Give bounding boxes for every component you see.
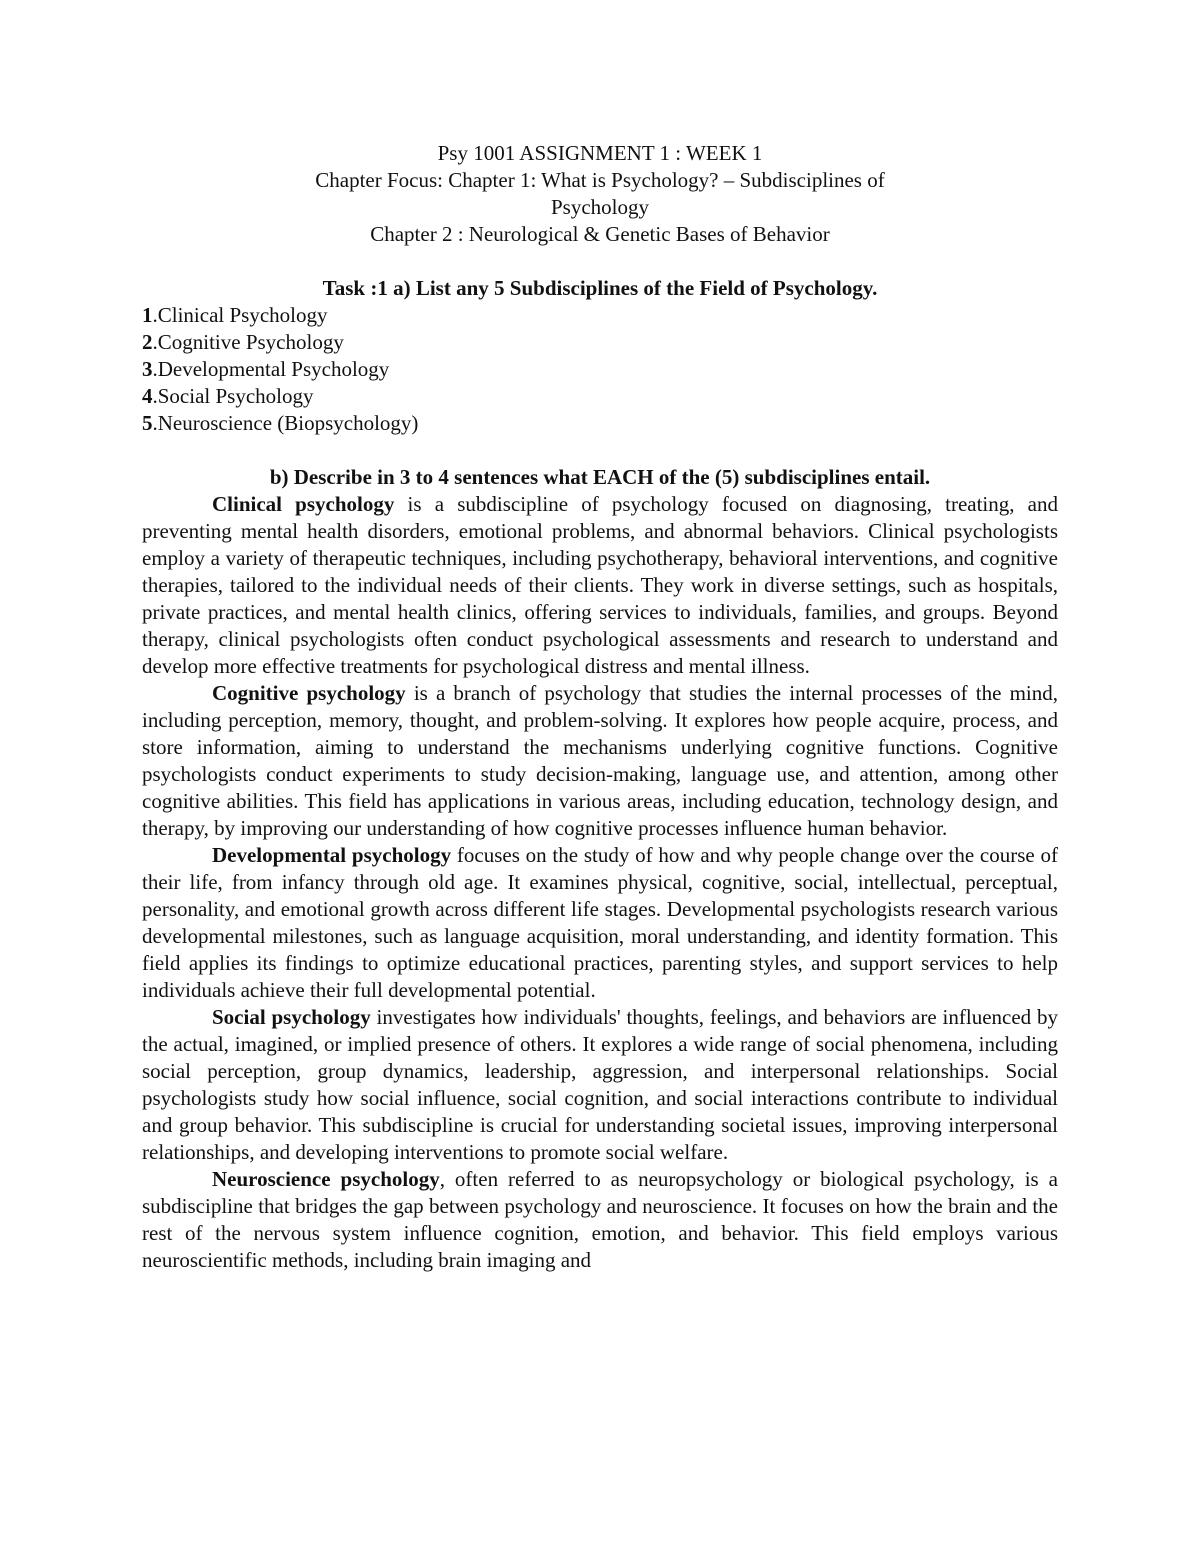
list-item-text: Developmental Psychology <box>157 357 390 381</box>
list-item-text: Neuroscience (Biopsychology) <box>157 411 419 435</box>
paragraph-term: Cognitive psychology <box>212 681 406 705</box>
task-b-heading: b) Describe in 3 to 4 sentences what EACH of the (5) subdisciplines entail. <box>269 465 931 489</box>
list-item-text: Social Psychology <box>157 384 314 408</box>
chapter-2-line: Chapter 2 : Neurological & Genetic Bases of Behavior <box>370 222 830 246</box>
paragraph-body: is a branch of psychology that studies the internal processes of the mind, including perception, memory, thought, and problem-solving. It explores how people acquire, process, and store information, aiming to understand the mechanisms underlying cognitive functions. Cognitive psychologists conduct experiments to study decision-making, language use, and attention, among other cognitive abilities. This field has applications in various areas, including education, technology design, and therapy, by improving our understanding of how cognitive processes influence human behavior. <box>142 681 1058 840</box>
list-item-number: 1 <box>142 303 153 327</box>
clinical-paragraph <box>142 491 1058 680</box>
task-a-heading: Task :1 a) List any 5 Subdisciplines of the Field of Psychology. <box>322 276 878 300</box>
list-item: 3.Developmental Psychology <box>142 357 390 381</box>
list-item: 5.Neuroscience (Biopsychology) <box>142 411 419 435</box>
neuroscience-paragraph <box>142 1166 1058 1274</box>
cognitive-paragraph <box>142 680 1058 842</box>
paragraph-term: Social psychology <box>212 1005 371 1029</box>
paragraph-term: Neuroscience psychology <box>212 1167 440 1191</box>
paragraph-body: , often referred to as neuropsychology or biological psychology, is a subdiscipline that bridges the gap between psychology and neuroscience. It focuses on how the brain and the rest of the nervous system influence cognition, emotion, and behavior. This field employs various neuroscientific methods, including brain imaging and <box>142 1167 1058 1272</box>
paragraph-body: is a subdiscipline of psychology focused on diagnosing, treating, and preventing mental health disorders, emotional problems, and abnormal behaviors. Clinical psychologists employ a variety of therapeutic techniques, including psychotherapy, behavioral interventions, and cognitive therapies, tailored to the individual needs of their clients. They work in diverse settings, such as hospitals, private practices, and mental health clinics, offering services to individuals, families, and groups. Beyond therapy, clinical psychologists often conduct psychological assessments and research to understand and develop more effective treatments for psychological distress and mental illness. <box>142 492 1058 678</box>
list-item-number: 5 <box>142 411 153 435</box>
paragraph-body: investigates how individuals' thoughts, feelings, and behaviors are influenced by the actual, imagined, or implied presence of others. It explores a wide range of social phenomena, including social perception, group dynamics, leadership, aggression, and interpersonal relationships. Social psychologists study how social influence, social cognition, and social interactions contribute to individual and group behavior. This subdiscipline is crucial for understanding societal issues, improving interpersonal relationships, and developing interventions to promote social welfare. <box>142 1005 1059 1164</box>
list-item-text: Cognitive Psychology <box>157 330 344 354</box>
developmental-paragraph <box>142 842 1058 1004</box>
list-item-number: 2 <box>142 330 153 354</box>
list-item-number: 4 <box>142 384 153 408</box>
list-item: 1.Clinical Psychology <box>142 303 328 327</box>
chapter-focus-continuation: Psychology <box>550 195 649 219</box>
list-item-number: 3 <box>142 357 153 381</box>
paragraph-term: Developmental psychology <box>212 843 452 867</box>
subdiscipline-list <box>142 302 1058 437</box>
list-item: 2.Cognitive Psychology <box>142 330 344 354</box>
social-paragraph <box>142 1004 1058 1166</box>
chapter-focus-line: Chapter Focus: Chapter 1: What is Psychology? – Subdisciplines of <box>315 168 885 192</box>
assignment-title: Psy 1001 ASSIGNMENT 1 : WEEK 1 <box>437 141 763 165</box>
paragraph-term: Clinical psychology <box>212 492 395 516</box>
document-page <box>142 140 1058 1274</box>
list-item: 4.Social Psychology <box>142 384 314 408</box>
list-item-text: Clinical Psychology <box>157 303 328 327</box>
paragraph-body: focuses on the study of how and why people change over the course of their life, from infancy through old age. It examines physical, cognitive, social, intellectual, perceptual, personality, and emotional growth across different life stages. Developmental psychologists research various developmental milestones, such as language acquisition, moral understanding, and identity formation. This field applies its findings to optimize educational practices, parenting styles, and support services to help individuals achieve their full developmental potential. <box>142 843 1058 1002</box>
document-header <box>142 140 1058 248</box>
